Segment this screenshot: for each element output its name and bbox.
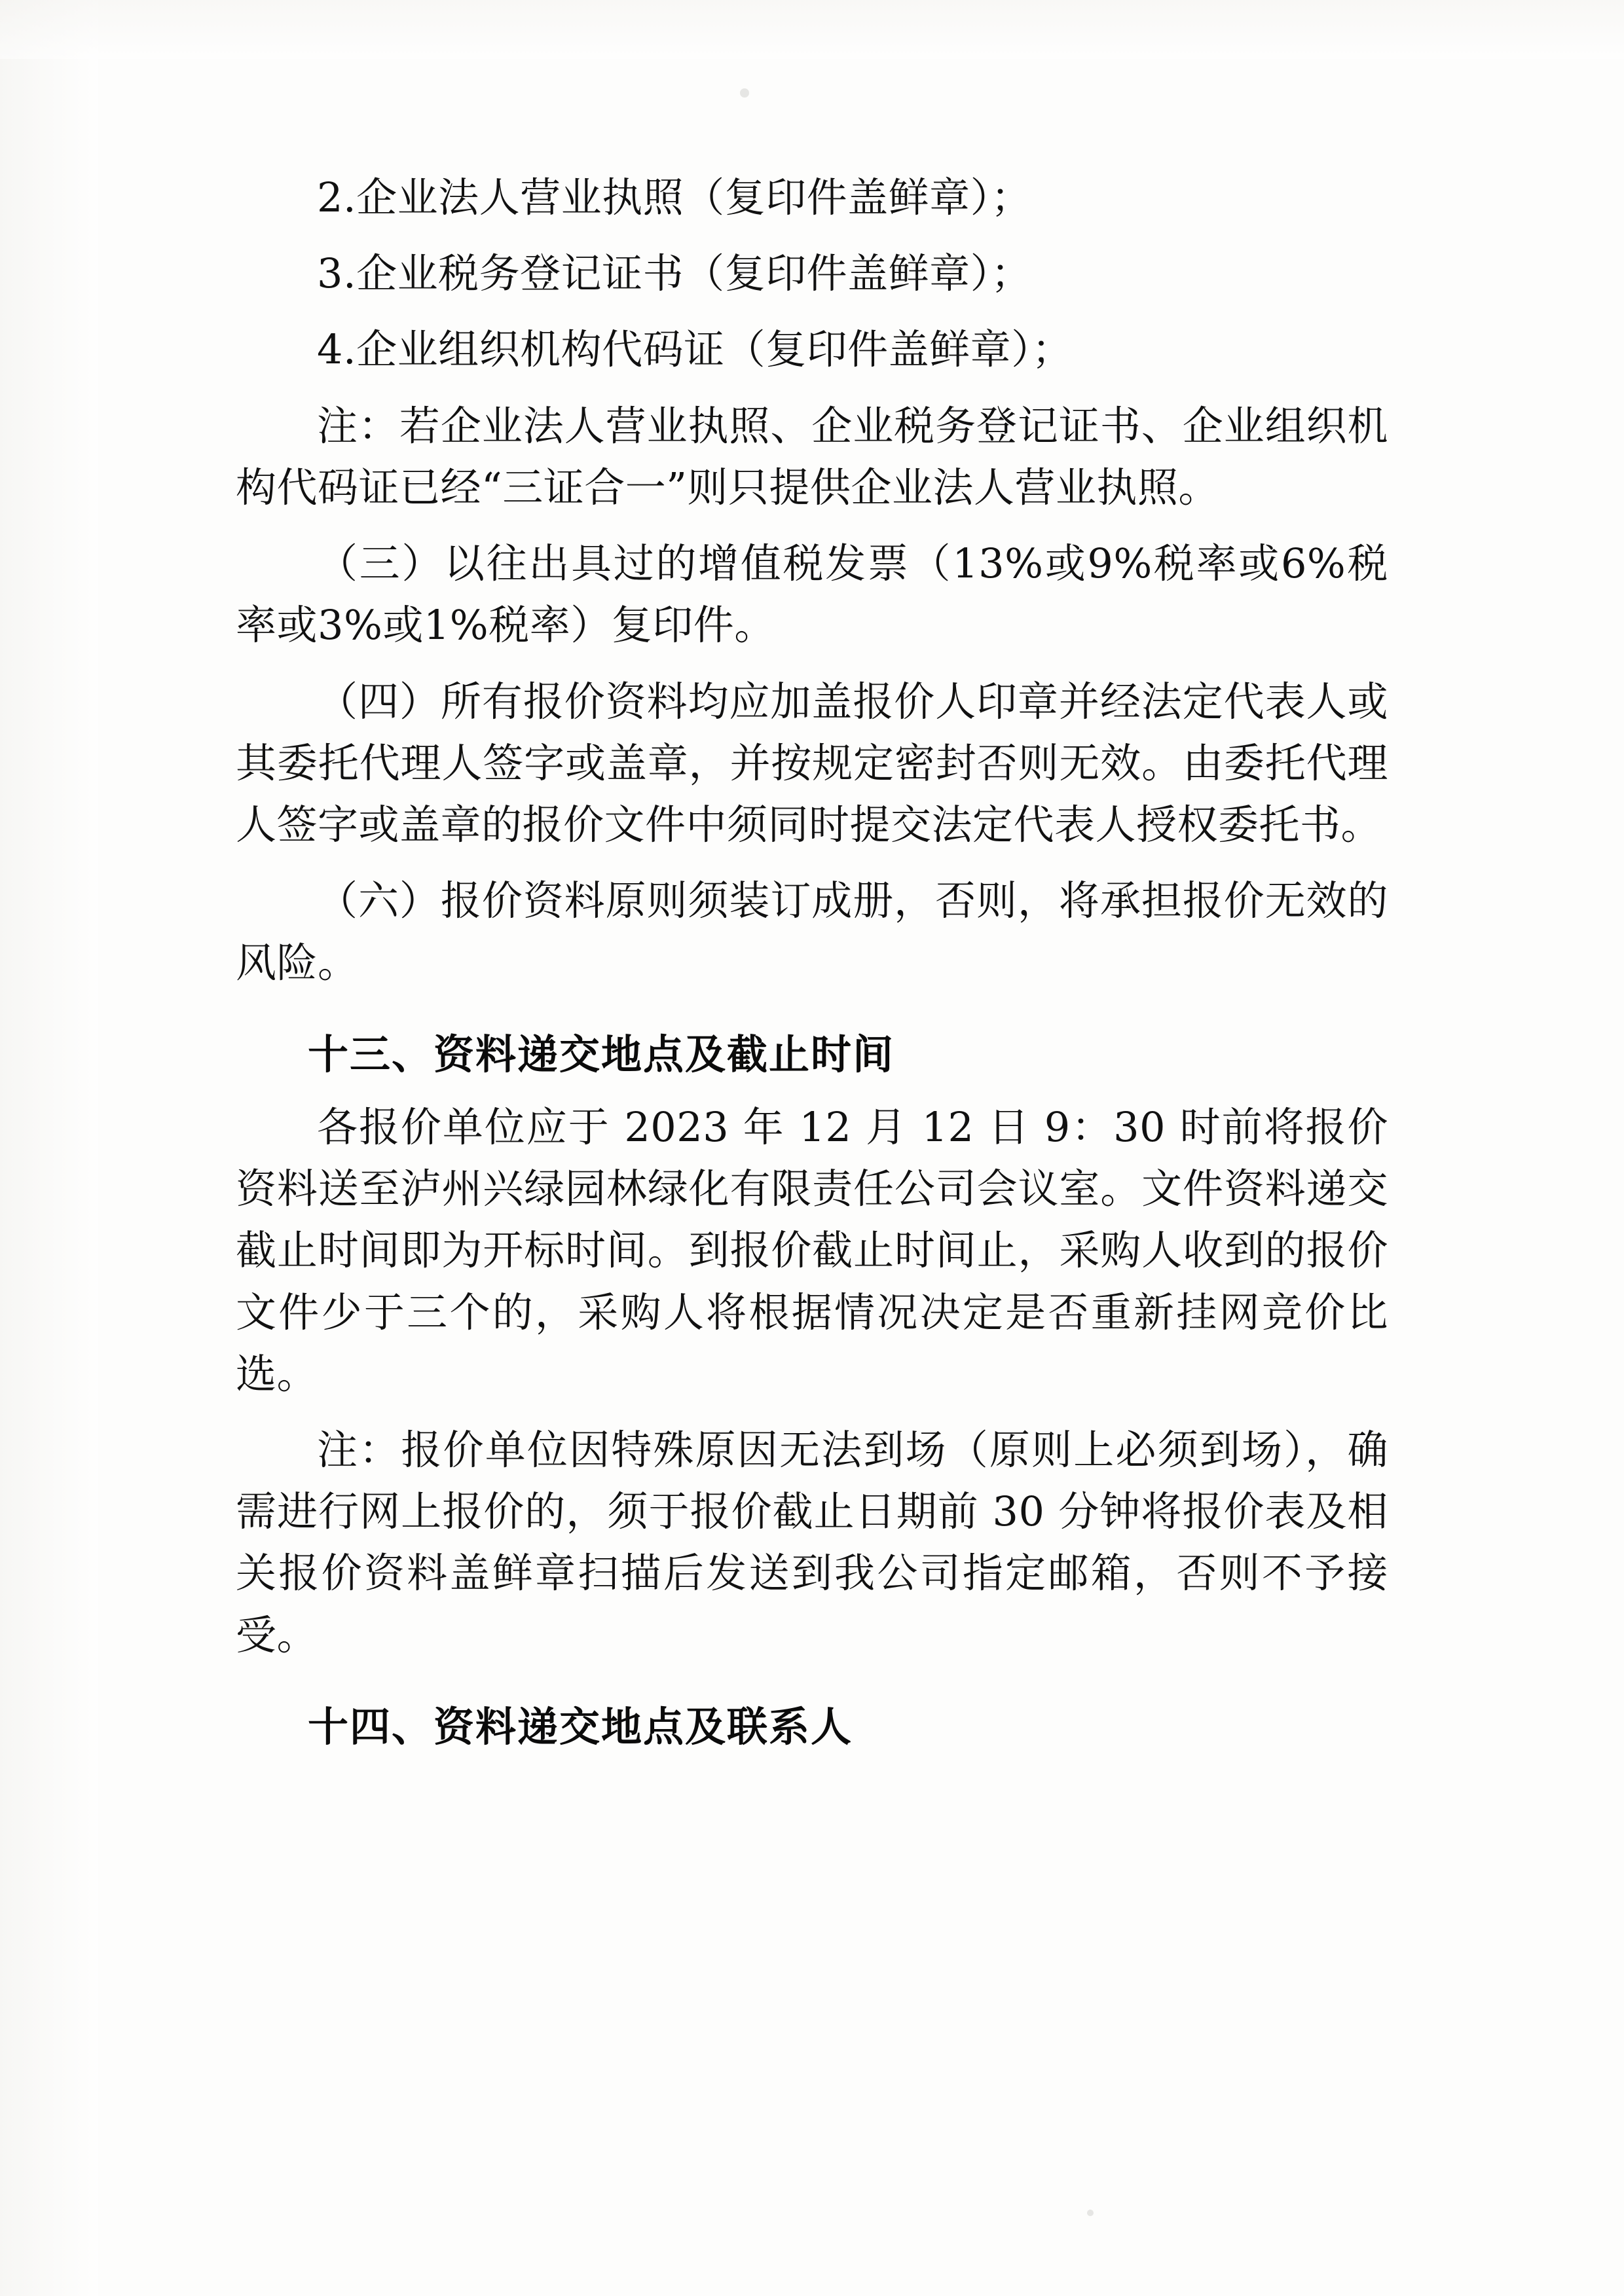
note-paragraph: 注：若企业法人营业执照、企业税务登记证书、企业组织机构代码证已经“三证合一”则只提供企业法人营业执照。 [236,401,1388,511]
clause-paragraph: （六）报价资料原则须装订成册，否则，将承担报价无效的风险。 [236,877,1388,987]
section-heading-14: 十四、资料递交地点及联系人 [308,1702,853,1751]
document-body [236,167,1388,1769]
section-13-note: 注：报价单位因特殊原因无法到场（原则上必须到场），确需进行网上报价的，须于报价截止日期前 30 分钟将报价表及相关报价资料盖鲜章扫描后发送到我公司指定邮箱，否则不予接受。 [236,1425,1388,1659]
page-edge-shading-left [0,0,98,2296]
paper-speck [1087,2210,1094,2216]
paper-speck [740,88,749,98]
clause-paragraph: （四）所有报价资料均应加盖报价人印章并经法定代表人或其委托代理人签字或盖章，并按规定密封否则无效。由委托代理人签字或盖章的报价文件中须同时提交法定代表人授权委托书。 [236,677,1388,849]
list-item: 2.企业法人营业执照（复印件盖鲜章）； [317,173,1032,221]
section-heading-13: 十三、资料递交地点及截止时间 [308,1030,895,1078]
clause-paragraph: （三）以往出具过的增值税发票（13%或9%税率或6%税率或3%或1%税率）复印件。 [236,539,1388,649]
list-item: 4.企业组织机构代码证（复印件盖鲜章）； [317,325,1073,374]
list-item: 3.企业税务登记证书（复印件盖鲜章）； [317,249,1032,298]
section-13-paragraph: 各报价单位应于 2023 年 12 月 12 日 9：30 时前将报价资料送至泸州兴绿园林绿化有限责任公司会议室。文件资料递交截止时间即为开标时间。到报价截止时间止，采购人收到的报价文件少于三个的，采购人将根据情况决定是否重新挂网竞价比选。 [236,1102,1388,1398]
page-edge-shading-top [0,0,1624,59]
